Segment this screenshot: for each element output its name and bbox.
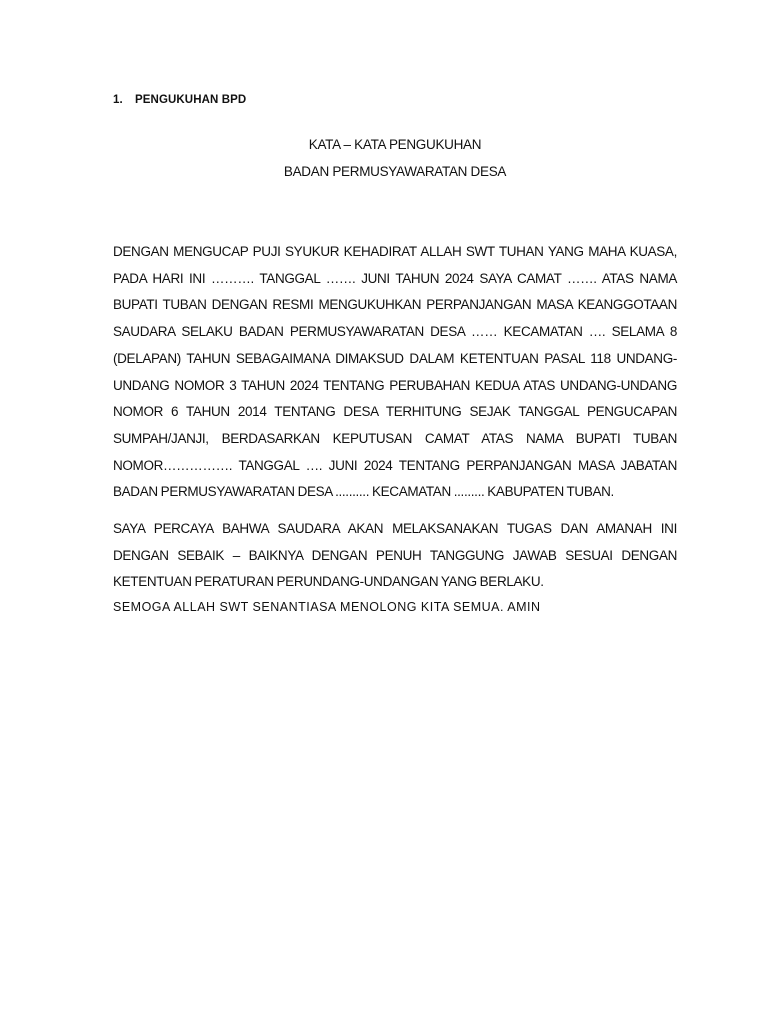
body-paragraph-1: DENGAN MENGUCAP PUJI SYUKUR KEHADIRAT ALLAH SWT TUHAN YANG MAHA KUASA, PADA HARI INI ………. TANGGAL ……. JUNI TAHUN 2024 SAYA CAMAT ……. ATAS NAMA BUPATI TUBAN DENGAN RESMI MENGUKUHKAN PERPANJANGAN MASA KEANGGOTAAN SAUDARA SELAKU BADAN PERMUSYAWARATAN DESA …… KECAMATAN …. SELAMA 8 (DELAPAN) TAHUN SEBAGAIMANA DIMAKSUD DALAM KETENTUAN PASAL 118 UNDANG-UNDANG NOMOR 3 TAHUN 2024 TENTANG PERUBAHAN KEDUA ATAS UNDANG-UNDANG NOMOR 6 TAHUN 2014 TENTANG DESA TERHITUNG SEJAK TANGGAL PENGUCAPAN SUMPAH/JANJI, BERDASARKAN KEPUTUSAN CAMAT ATAS NAMA BUPATI TUBAN NOMOR……………. TANGGAL …. JUNI 2024 TENTANG PERPANJANGAN MASA JABATAN BADAN PERMUSYAWARATAN DESA .......... KECAMATAN ......... KABUPATEN TUBAN. (113, 244, 677, 500)
document-title-line-2: BADAN PERMUSYAWARATAN DESA (283, 164, 507, 179)
body-paragraph-2: SAYA PERCAYA BAHWA SAUDARA AKAN MELAKSANAKAN TUGAS DAN AMANAH INI DENGAN SEBAIK – BAIKNYA DENGAN PENUH TANGGUNG JAWAB SESUAI DENGAN KETENTUAN PERATURAN PERUNDANG-UNDANGAN YANG BERLAKU. (113, 521, 677, 590)
closing-prayer: SEMOGA ALLAH SWT SENANTIASA MENOLONG KITA SEMUA. AMIN (113, 600, 541, 614)
section-title: PENGUKUHAN BPD (135, 94, 247, 106)
document-title-line-1: KATA – KATA PENGUKUHAN (308, 137, 482, 152)
section-number: 1. (113, 94, 123, 106)
section-heading (113, 94, 246, 106)
